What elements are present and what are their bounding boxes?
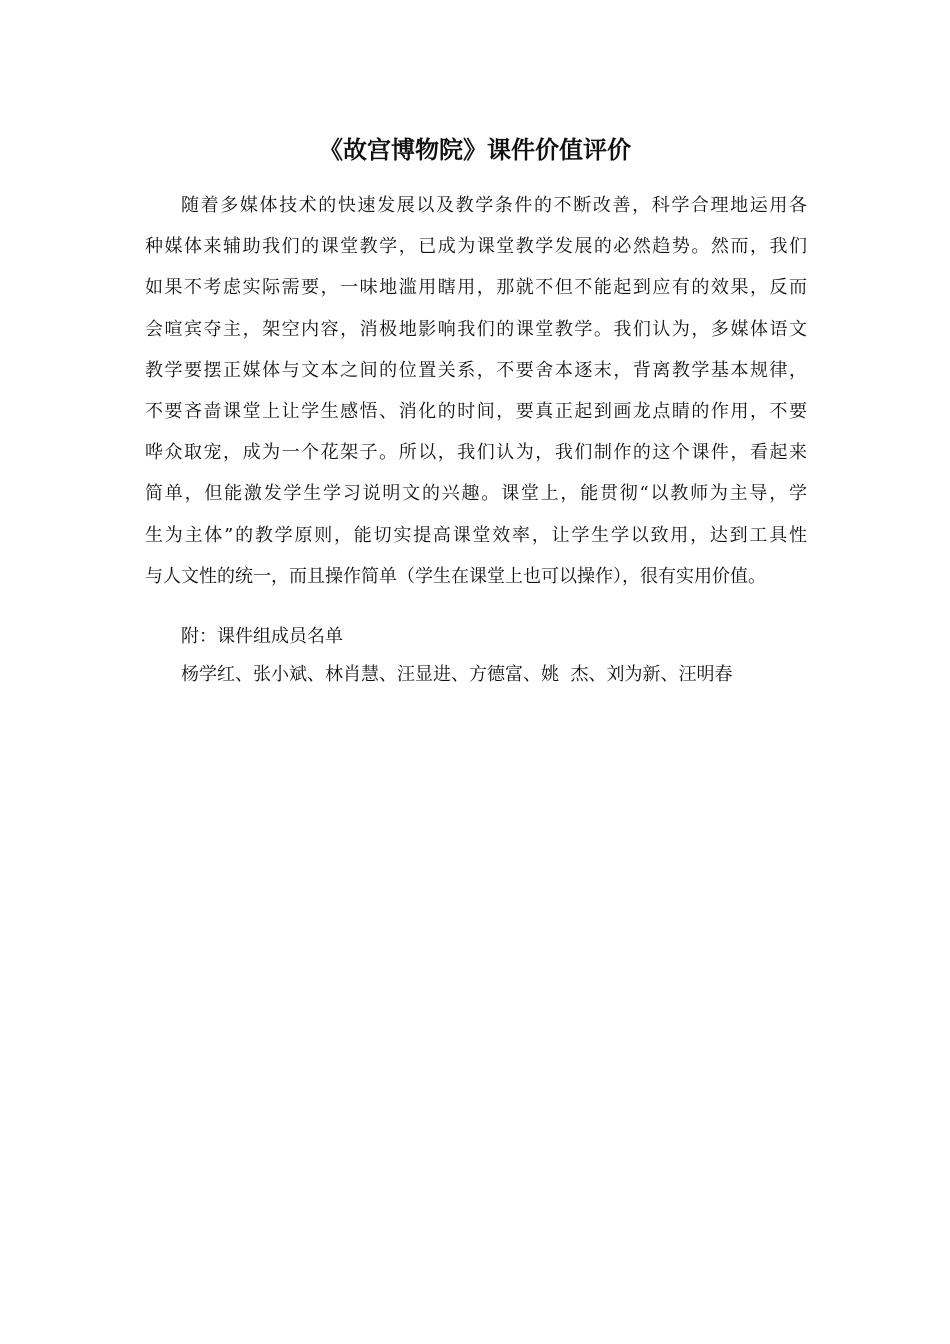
paragraph-line-2: 种媒体来辅助我们的课堂教学，已成为课堂教学发展的必然趋势。然而，我们: [145, 236, 807, 258]
paragraph-line-7: 哗众取宠，成为一个花架子。所以，我们认为，我们制作的这个课件，看起来: [145, 442, 807, 464]
paragraph-line-5: 教学要摆正媒体与文本之间的位置关系，不要舍本逐末，背离教学基本规律，: [145, 359, 807, 381]
paragraph-line-10: 与人文性的统一，而且操作简单（学生在课堂上也可以操作），很有实用价值。: [145, 565, 766, 587]
paragraph-line-8: 简单，但能激发学生学习说明文的兴趣。课堂上，能贯彻“以教师为主导，学: [145, 483, 807, 505]
appendix-label: 附：课件组成员名单: [181, 626, 343, 647]
member-list: 杨学红、张小斌、林肖慧、汪显进、方德富、姚 杰、刘为新、汪明春: [181, 664, 733, 685]
paragraph-line-4: 会喧宾夺主，架空内容，消极地影响我们的课堂教学。我们认为，多媒体语文: [145, 318, 807, 340]
evaluation-paragraph: [145, 185, 807, 597]
paragraph-line-3: 如果不考虑实际需要，一味地滥用瞎用，那就不但不能起到应有的效果，反而: [145, 277, 807, 299]
paragraph-line-6: 不要吝啬课堂上让学生感悟、消化的时间，要真正起到画龙点睛的作用，不要: [145, 401, 807, 423]
paragraph-line-9: 生为主体”的教学原则，能切实提高课堂效率，让学生学以致用，达到工具性: [145, 524, 807, 546]
paragraph-line-1: 随着多媒体技术的快速发展以及教学条件的不断改善，科学合理地运用各: [181, 195, 807, 216]
document-title: 《故宫博物院》课件价值评价: [319, 135, 631, 164]
